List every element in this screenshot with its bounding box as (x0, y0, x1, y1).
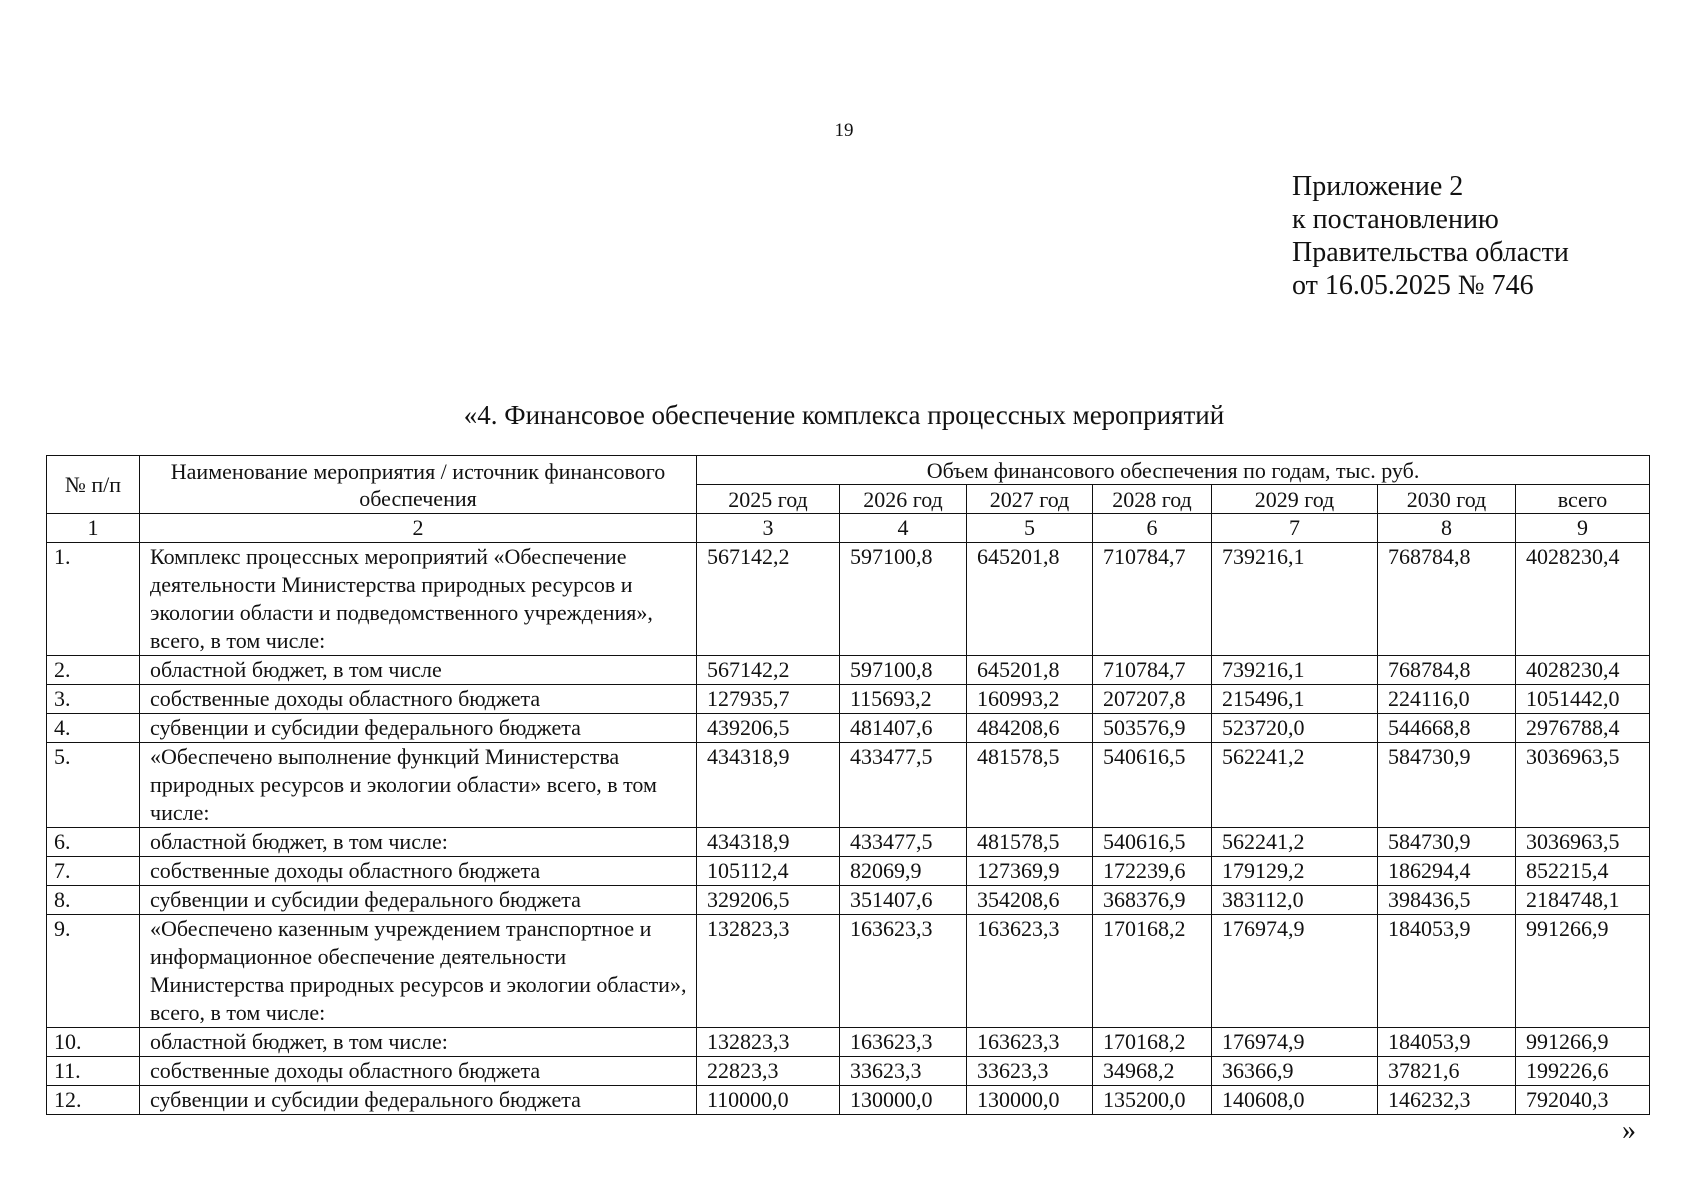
row-number: 12. (47, 1086, 140, 1115)
section-title: «4. Финансовое обеспечение комплекса процессных мероприятий (463, 400, 1225, 430)
row-value: 768784,8 (1378, 543, 1516, 656)
header-year: 2026 год (840, 485, 967, 514)
column-number: 8 (1378, 514, 1516, 543)
row-value: 130000,0 (967, 1086, 1093, 1115)
header-col-name: Наименование мероприятия / источник финансового обеспечения (140, 456, 697, 514)
row-value: 3036963,5 (1516, 743, 1650, 828)
row-value: 37821,6 (1378, 1057, 1516, 1086)
row-value: 739216,1 (1212, 656, 1378, 685)
row-value: 176974,9 (1212, 915, 1378, 1028)
header-year: 2025 год (697, 485, 840, 514)
row-value: 186294,4 (1378, 857, 1516, 886)
table-row (47, 656, 1650, 685)
row-name: областной бюджет, в том числе: (140, 1028, 697, 1057)
row-number: 2. (47, 656, 140, 685)
table-row (47, 1028, 1650, 1057)
row-value: 224116,0 (1378, 685, 1516, 714)
row-number: 3. (47, 685, 140, 714)
table-row (47, 857, 1650, 886)
row-number: 4. (47, 714, 140, 743)
row-name: собственные доходы областного бюджета (140, 1057, 697, 1086)
row-value: 354208,6 (967, 886, 1093, 915)
appendix-line: к постановлению (1292, 204, 1499, 235)
row-value: 110000,0 (697, 1086, 840, 1115)
row-value: 852215,4 (1516, 857, 1650, 886)
row-value: 540616,5 (1093, 743, 1212, 828)
row-value: 434318,9 (697, 743, 840, 828)
column-number: 7 (1212, 514, 1378, 543)
appendix-line: Правительства области (1292, 237, 1569, 268)
column-number: 2 (140, 514, 697, 543)
page-number: 19 (834, 120, 854, 141)
closing-quote: » (1622, 1115, 1636, 1146)
row-name: собственные доходы областного бюджета (140, 857, 697, 886)
row-value: 33623,3 (967, 1057, 1093, 1086)
row-value: 22823,3 (697, 1057, 840, 1086)
row-value: 503576,9 (1093, 714, 1212, 743)
row-value: 567142,2 (697, 543, 840, 656)
row-number: 8. (47, 886, 140, 915)
row-value: 130000,0 (840, 1086, 967, 1115)
row-value: 768784,8 (1378, 656, 1516, 685)
row-value: 991266,9 (1516, 1028, 1650, 1057)
column-number: 6 (1093, 514, 1212, 543)
table-row (47, 886, 1650, 915)
table-row (47, 714, 1650, 743)
row-value: 172239,6 (1093, 857, 1212, 886)
row-value: 115693,2 (840, 685, 967, 714)
row-value: 484208,6 (967, 714, 1093, 743)
row-value: 176974,9 (1212, 1028, 1378, 1057)
row-value: 146232,3 (1378, 1086, 1516, 1115)
row-name: «Обеспечено казенным учреждением транспортное и информационное обеспечение деятельности Министерства природных ресурсов и экологии области», всего, в том числе: (140, 915, 697, 1028)
row-value: 127369,9 (967, 857, 1093, 886)
row-value: 215496,1 (1212, 685, 1378, 714)
column-number: 5 (967, 514, 1093, 543)
row-number: 9. (47, 915, 140, 1028)
row-value: 199226,6 (1516, 1057, 1650, 1086)
row-value: 645201,8 (967, 543, 1093, 656)
row-value: 127935,7 (697, 685, 840, 714)
row-value: 170168,2 (1093, 915, 1212, 1028)
row-value: 132823,3 (697, 1028, 840, 1057)
appendix-line: Приложение 2 (1292, 171, 1464, 202)
row-number: 1. (47, 543, 140, 656)
row-name: субвенции и субсидии федерального бюджета (140, 886, 697, 915)
table-row (47, 743, 1650, 828)
row-number: 5. (47, 743, 140, 828)
row-value: 567142,2 (697, 656, 840, 685)
header-year: 2029 год (1212, 485, 1378, 514)
row-name: субвенции и субсидии федерального бюджета (140, 1086, 697, 1115)
column-number: 9 (1516, 514, 1650, 543)
row-value: 4028230,4 (1516, 543, 1650, 656)
row-value: 597100,8 (840, 656, 967, 685)
row-value: 2184748,1 (1516, 886, 1650, 915)
row-value: 135200,0 (1093, 1086, 1212, 1115)
header-year: 2027 год (967, 485, 1093, 514)
row-value: 2976788,4 (1516, 714, 1650, 743)
column-number: 3 (697, 514, 840, 543)
row-value: 3036963,5 (1516, 828, 1650, 857)
header-col-no: № п/п (47, 456, 140, 514)
row-value: 207207,8 (1093, 685, 1212, 714)
row-name: «Обеспечено выполнение функций Министерства природных ресурсов и экологии области» всего, в том числе: (140, 743, 697, 828)
row-value: 4028230,4 (1516, 656, 1650, 685)
column-number: 1 (47, 514, 140, 543)
row-value: 710784,7 (1093, 656, 1212, 685)
row-value: 163623,3 (967, 915, 1093, 1028)
row-name: субвенции и субсидии федерального бюджета (140, 714, 697, 743)
row-value: 179129,2 (1212, 857, 1378, 886)
appendix-block (1292, 170, 1569, 302)
row-value: 160993,2 (967, 685, 1093, 714)
header-group: Объем финансового обеспечения по годам, тыс. руб. (697, 456, 1650, 485)
row-value: 184053,9 (1378, 1028, 1516, 1057)
row-value: 351407,6 (840, 886, 967, 915)
row-value: 562241,2 (1212, 828, 1378, 857)
row-value: 170168,2 (1093, 1028, 1212, 1057)
row-value: 584730,9 (1378, 743, 1516, 828)
row-name: Комплекс процессных мероприятий «Обеспечение деятельности Министерства природных ресурсов и экологии области и подведомственного учреждения», всего, в том числе: (140, 543, 697, 656)
row-value: 481578,5 (967, 743, 1093, 828)
row-value: 329206,5 (697, 886, 840, 915)
row-value: 140608,0 (1212, 1086, 1378, 1115)
table-row (47, 828, 1650, 857)
row-value: 433477,5 (840, 743, 967, 828)
row-value: 523720,0 (1212, 714, 1378, 743)
row-number: 10. (47, 1028, 140, 1057)
row-value: 584730,9 (1378, 828, 1516, 857)
row-value: 368376,9 (1093, 886, 1212, 915)
appendix-line: от 16.05.2025 № 746 (1292, 270, 1534, 301)
row-number: 11. (47, 1057, 140, 1086)
row-value: 163623,3 (840, 1028, 967, 1057)
row-value: 398436,5 (1378, 886, 1516, 915)
row-name: собственные доходы областного бюджета (140, 685, 697, 714)
row-value: 792040,3 (1516, 1086, 1650, 1115)
table-row (47, 1086, 1650, 1115)
column-number: 4 (840, 514, 967, 543)
row-value: 739216,1 (1212, 543, 1378, 656)
row-value: 184053,9 (1378, 915, 1516, 1028)
header-year: 2028 год (1093, 485, 1212, 514)
row-value: 163623,3 (967, 1028, 1093, 1057)
financing-table (46, 455, 1650, 1115)
row-number: 6. (47, 828, 140, 857)
row-value: 645201,8 (967, 656, 1093, 685)
table-row (47, 543, 1650, 656)
row-value: 434318,9 (697, 828, 840, 857)
row-value: 540616,5 (1093, 828, 1212, 857)
row-number: 7. (47, 857, 140, 886)
row-value: 481578,5 (967, 828, 1093, 857)
row-value: 433477,5 (840, 828, 967, 857)
row-name: областной бюджет, в том числе (140, 656, 697, 685)
row-value: 163623,3 (840, 915, 967, 1028)
row-value: 991266,9 (1516, 915, 1650, 1028)
row-value: 33623,3 (840, 1057, 967, 1086)
table-row (47, 1057, 1650, 1086)
row-value: 710784,7 (1093, 543, 1212, 656)
row-value: 481407,6 (840, 714, 967, 743)
header-year: 2030 год (1378, 485, 1516, 514)
row-value: 132823,3 (697, 915, 840, 1028)
row-value: 1051442,0 (1516, 685, 1650, 714)
header-year: всего (1516, 485, 1650, 514)
row-value: 439206,5 (697, 714, 840, 743)
row-value: 544668,8 (1378, 714, 1516, 743)
row-value: 82069,9 (840, 857, 967, 886)
table-row (47, 685, 1650, 714)
row-value: 597100,8 (840, 543, 967, 656)
table-row (47, 915, 1650, 1028)
row-value: 105112,4 (697, 857, 840, 886)
row-name: областной бюджет, в том числе: (140, 828, 697, 857)
row-value: 36366,9 (1212, 1057, 1378, 1086)
row-value: 562241,2 (1212, 743, 1378, 828)
row-value: 383112,0 (1212, 886, 1378, 915)
row-value: 34968,2 (1093, 1057, 1212, 1086)
